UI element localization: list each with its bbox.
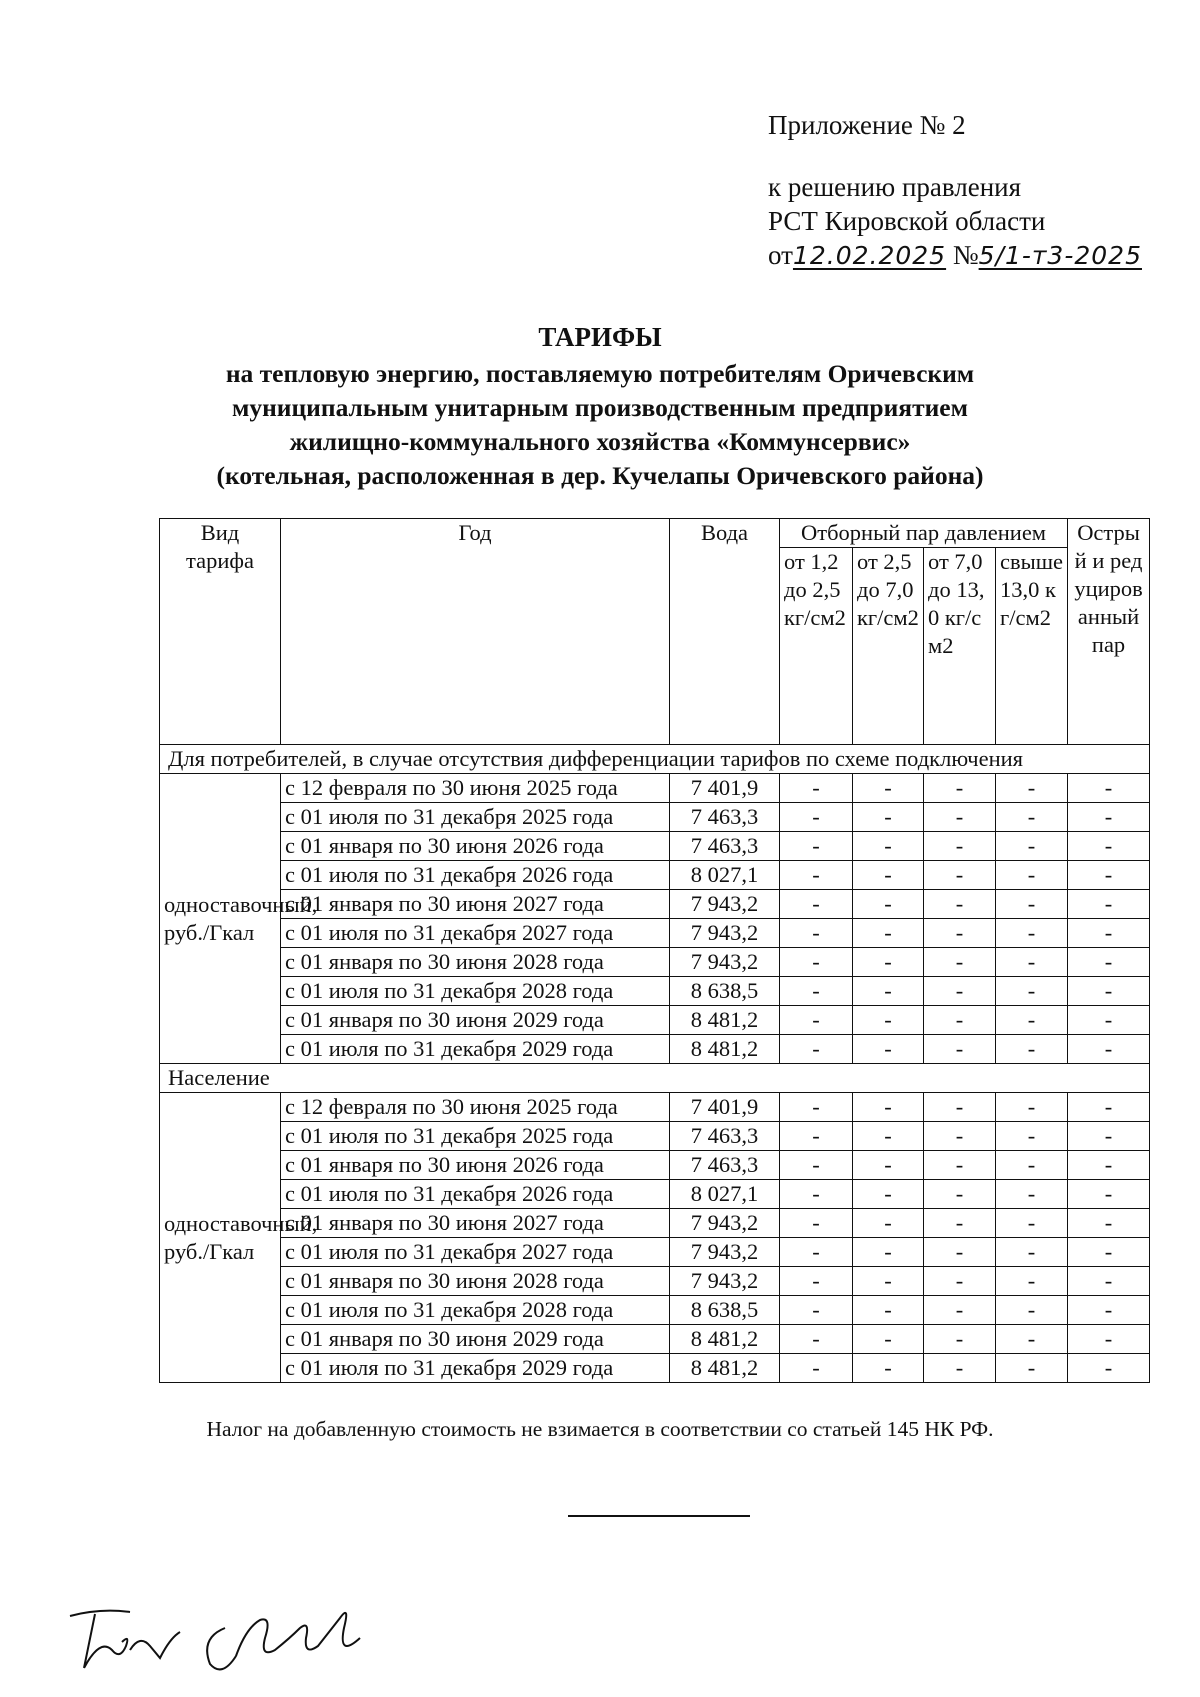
steam-3-cell: - [924, 803, 996, 832]
sharp-steam-cell: - [1068, 890, 1150, 919]
sharp-steam-cell: - [1068, 1354, 1150, 1383]
steam-1-cell: - [780, 1209, 853, 1238]
steam-3-cell: - [924, 1093, 996, 1122]
steam-4-cell: - [996, 1093, 1068, 1122]
steam-2-cell: - [853, 1180, 924, 1209]
steam-1-cell: - [780, 1325, 853, 1354]
steam-2-cell: - [853, 861, 924, 890]
steam-1-cell: - [780, 1151, 853, 1180]
steam-4-cell: - [996, 1354, 1068, 1383]
steam-1-cell: - [780, 890, 853, 919]
vat-footnote: Налог на добавленную стоимость не взимается в соответствии со статьей 145 НК РФ. [206, 1417, 994, 1441]
sharp-steam-cell: - [1068, 1325, 1150, 1354]
table-row [160, 890, 1150, 919]
period-cell: с 01 июля по 31 декабря 2029 года [281, 1354, 670, 1383]
steam-3-cell: - [924, 774, 996, 803]
steam-1-cell: - [780, 1180, 853, 1209]
separator-line [568, 1515, 750, 1517]
period-cell: с 01 июля по 31 декабря 2025 года [281, 803, 670, 832]
water-value-cell: 8 027,1 [670, 861, 780, 890]
table-row [160, 861, 1150, 890]
period-cell: с 01 июля по 31 декабря 2027 года [281, 919, 670, 948]
section-title: Для потребителей, в случае отсутствия дифференциации тарифов по схеме подключения [160, 745, 1150, 774]
steam-1-cell: - [780, 919, 853, 948]
steam-2-cell: - [853, 1151, 924, 1180]
section-title: Население [160, 1064, 1150, 1093]
steam-4-cell: - [996, 1035, 1068, 1064]
sharp-steam-cell: - [1068, 861, 1150, 890]
steam-1-cell: - [780, 803, 853, 832]
table-row [160, 1093, 1150, 1122]
appendix-decision-line [768, 238, 1142, 273]
period-cell: с 01 января по 30 июня 2029 года [281, 1325, 670, 1354]
sharp-steam-cell: - [1068, 1296, 1150, 1325]
appendix-line1: к решению правления [768, 172, 1022, 202]
table-row [160, 1267, 1150, 1296]
header-steam-2: от 2,5 до 7,0 кг/см2 [853, 548, 924, 745]
steam-2-cell: - [853, 890, 924, 919]
decision-number: 5/1-т3-2025 [978, 241, 1142, 270]
steam-4-cell: - [996, 1006, 1068, 1035]
sharp-steam-cell: - [1068, 1035, 1150, 1064]
steam-2-cell: - [853, 832, 924, 861]
table-row [160, 977, 1150, 1006]
water-value-cell: 7 943,2 [670, 1238, 780, 1267]
steam-4-cell: - [996, 774, 1068, 803]
period-cell: с 12 февраля по 30 июня 2025 года [281, 774, 670, 803]
header-year: Год [281, 519, 670, 745]
header-steam: Отборный пар давлением [780, 519, 1068, 548]
steam-1-cell: - [780, 1006, 853, 1035]
steam-2-cell: - [853, 1209, 924, 1238]
sharp-steam-cell: - [1068, 977, 1150, 1006]
sharp-steam-cell: - [1068, 1267, 1150, 1296]
steam-2-cell: - [853, 1093, 924, 1122]
sharp-steam-cell: - [1068, 948, 1150, 977]
steam-4-cell: - [996, 861, 1068, 890]
steam-3-cell: - [924, 1209, 996, 1238]
steam-2-cell: - [853, 1267, 924, 1296]
steam-3-cell: - [924, 1006, 996, 1035]
header-sharp-steam: Острый и редуцированный пар [1068, 519, 1150, 745]
steam-1-cell: - [780, 1267, 853, 1296]
table-row [160, 1354, 1150, 1383]
period-cell: с 01 января по 30 июня 2026 года [281, 1151, 670, 1180]
steam-3-cell: - [924, 1238, 996, 1267]
steam-4-cell: - [996, 977, 1068, 1006]
table-row [160, 1122, 1150, 1151]
title-line1: на тепловую энергию, поставляемую потребителям Оричевским [225, 359, 975, 388]
table-row [160, 1209, 1150, 1238]
steam-1-cell: - [780, 774, 853, 803]
steam-4-cell: - [996, 803, 1068, 832]
period-cell: с 01 июля по 31 декабря 2026 года [281, 1180, 670, 1209]
table-row [160, 1238, 1150, 1267]
water-value-cell: 7 943,2 [670, 890, 780, 919]
header-water: Вода [670, 519, 780, 745]
steam-4-cell: - [996, 1296, 1068, 1325]
steam-4-cell: - [996, 1325, 1068, 1354]
steam-2-cell: - [853, 919, 924, 948]
steam-2-cell: - [853, 1296, 924, 1325]
steam-2-cell: - [853, 1354, 924, 1383]
steam-2-cell: - [853, 1238, 924, 1267]
period-cell: с 01 июля по 31 декабря 2029 года [281, 1035, 670, 1064]
water-value-cell: 8 481,2 [670, 1325, 780, 1354]
tariff-type-cell: одноставочный, руб./Гкал [160, 1093, 281, 1383]
period-cell: с 01 июля по 31 декабря 2027 года [281, 1238, 670, 1267]
steam-4-cell: - [996, 1180, 1068, 1209]
steam-1-cell: - [780, 1238, 853, 1267]
header-type: Вид тарифа [160, 519, 281, 745]
table-row [160, 1006, 1150, 1035]
sharp-steam-cell: - [1068, 803, 1150, 832]
steam-4-cell: - [996, 890, 1068, 919]
steam-2-cell: - [853, 774, 924, 803]
water-value-cell: 8 481,2 [670, 1354, 780, 1383]
water-value-cell: 7 943,2 [670, 919, 780, 948]
period-cell: с 01 января по 30 июня 2028 года [281, 948, 670, 977]
from-label: от [768, 240, 793, 270]
water-value-cell: 8 027,1 [670, 1180, 780, 1209]
steam-3-cell: - [924, 977, 996, 1006]
steam-2-cell: - [853, 803, 924, 832]
water-value-cell: 8 481,2 [670, 1006, 780, 1035]
steam-1-cell: - [780, 948, 853, 977]
steam-1-cell: - [780, 1122, 853, 1151]
steam-1-cell: - [780, 832, 853, 861]
sharp-steam-cell: - [1068, 1006, 1150, 1035]
steam-2-cell: - [853, 1006, 924, 1035]
water-value-cell: 7 463,3 [670, 1151, 780, 1180]
period-cell: с 01 июля по 31 декабря 2026 года [281, 861, 670, 890]
table-row [160, 832, 1150, 861]
steam-4-cell: - [996, 948, 1068, 977]
table-row [160, 803, 1150, 832]
period-cell: с 01 января по 30 июня 2028 года [281, 1267, 670, 1296]
steam-3-cell: - [924, 1035, 996, 1064]
steam-3-cell: - [924, 1325, 996, 1354]
header-row [160, 519, 1150, 548]
header-steam-3: от 7,0 до 13,0 кг/см2 [924, 548, 996, 745]
sharp-steam-cell: - [1068, 1122, 1150, 1151]
period-cell: с 01 июля по 31 декабря 2028 года [281, 977, 670, 1006]
water-value-cell: 7 943,2 [670, 1267, 780, 1296]
steam-3-cell: - [924, 1267, 996, 1296]
steam-1-cell: - [780, 1296, 853, 1325]
steam-2-cell: - [853, 1122, 924, 1151]
section-row [160, 1064, 1150, 1093]
appendix-line2: РСТ Кировской области [768, 206, 1046, 236]
water-value-cell: 8 638,5 [670, 1296, 780, 1325]
steam-1-cell: - [780, 1035, 853, 1064]
period-cell: с 01 января по 30 июня 2026 года [281, 832, 670, 861]
steam-4-cell: - [996, 832, 1068, 861]
sharp-steam-cell: - [1068, 1238, 1150, 1267]
steam-1-cell: - [780, 861, 853, 890]
decision-date: 12.02.2025 [792, 241, 947, 270]
sharp-steam-cell: - [1068, 774, 1150, 803]
sharp-steam-cell: - [1068, 1093, 1150, 1122]
water-value-cell: 7 943,2 [670, 1209, 780, 1238]
period-cell: с 01 июля по 31 декабря 2028 года [281, 1296, 670, 1325]
sharp-steam-cell: - [1068, 1180, 1150, 1209]
steam-3-cell: - [924, 1151, 996, 1180]
water-value-cell: 7 463,3 [670, 803, 780, 832]
header-steam-1: от 1,2 до 2,5 кг/см2 [780, 548, 853, 745]
table-row [160, 1296, 1150, 1325]
steam-1-cell: - [780, 1354, 853, 1383]
sharp-steam-cell: - [1068, 832, 1150, 861]
water-value-cell: 8 481,2 [670, 1035, 780, 1064]
steam-3-cell: - [924, 919, 996, 948]
document-title [0, 320, 1200, 493]
steam-4-cell: - [996, 919, 1068, 948]
steam-1-cell: - [780, 1093, 853, 1122]
title-line2: муниципальным унитарным производственным предприятием [231, 393, 968, 422]
water-value-cell: 8 638,5 [670, 977, 780, 1006]
appendix-number: Приложение № 2 [768, 110, 966, 140]
number-label: № [952, 240, 979, 270]
steam-2-cell: - [853, 977, 924, 1006]
water-value-cell: 7 943,2 [670, 948, 780, 977]
period-cell: с 01 января по 30 июня 2027 года [281, 1209, 670, 1238]
signature-icon [60, 1598, 390, 1678]
steam-1-cell: - [780, 977, 853, 1006]
table-row [160, 1151, 1150, 1180]
steam-3-cell: - [924, 861, 996, 890]
water-value-cell: 7 401,9 [670, 1093, 780, 1122]
steam-2-cell: - [853, 1035, 924, 1064]
table-row [160, 774, 1150, 803]
period-cell: с 01 января по 30 июня 2029 года [281, 1006, 670, 1035]
steam-4-cell: - [996, 1267, 1068, 1296]
steam-3-cell: - [924, 1122, 996, 1151]
water-value-cell: 7 401,9 [670, 774, 780, 803]
steam-3-cell: - [924, 832, 996, 861]
tariff-table [159, 518, 1150, 1383]
title-main: ТАРИФЫ [538, 322, 662, 352]
sharp-steam-cell: - [1068, 919, 1150, 948]
title-line3: жилищно-коммунального хозяйства «Коммунсервис» [289, 427, 911, 456]
sharp-steam-cell: - [1068, 1209, 1150, 1238]
tariff-type-cell: одноставочный, руб./Гкал [160, 774, 281, 1064]
appendix-block [768, 108, 1142, 273]
table-row [160, 1325, 1150, 1354]
steam-4-cell: - [996, 1122, 1068, 1151]
water-value-cell: 7 463,3 [670, 1122, 780, 1151]
steam-3-cell: - [924, 1296, 996, 1325]
steam-4-cell: - [996, 1238, 1068, 1267]
table-row [160, 1035, 1150, 1064]
water-value-cell: 7 463,3 [670, 832, 780, 861]
steam-3-cell: - [924, 948, 996, 977]
title-line4: (котельная, расположенная в дер. Кучелапы Оричевского района) [216, 461, 984, 490]
steam-3-cell: - [924, 1180, 996, 1209]
section-row [160, 745, 1150, 774]
period-cell: с 01 июля по 31 декабря 2025 года [281, 1122, 670, 1151]
header-steam-4: свыше 13,0 кг/см2 [996, 548, 1068, 745]
steam-2-cell: - [853, 948, 924, 977]
steam-3-cell: - [924, 1354, 996, 1383]
steam-4-cell: - [996, 1151, 1068, 1180]
period-cell: с 01 января по 30 июня 2027 года [281, 890, 670, 919]
table-row [160, 948, 1150, 977]
steam-2-cell: - [853, 1325, 924, 1354]
table-row [160, 919, 1150, 948]
period-cell: с 12 февраля по 30 июня 2025 года [281, 1093, 670, 1122]
steam-3-cell: - [924, 890, 996, 919]
table-row [160, 1180, 1150, 1209]
steam-4-cell: - [996, 1209, 1068, 1238]
sharp-steam-cell: - [1068, 1151, 1150, 1180]
